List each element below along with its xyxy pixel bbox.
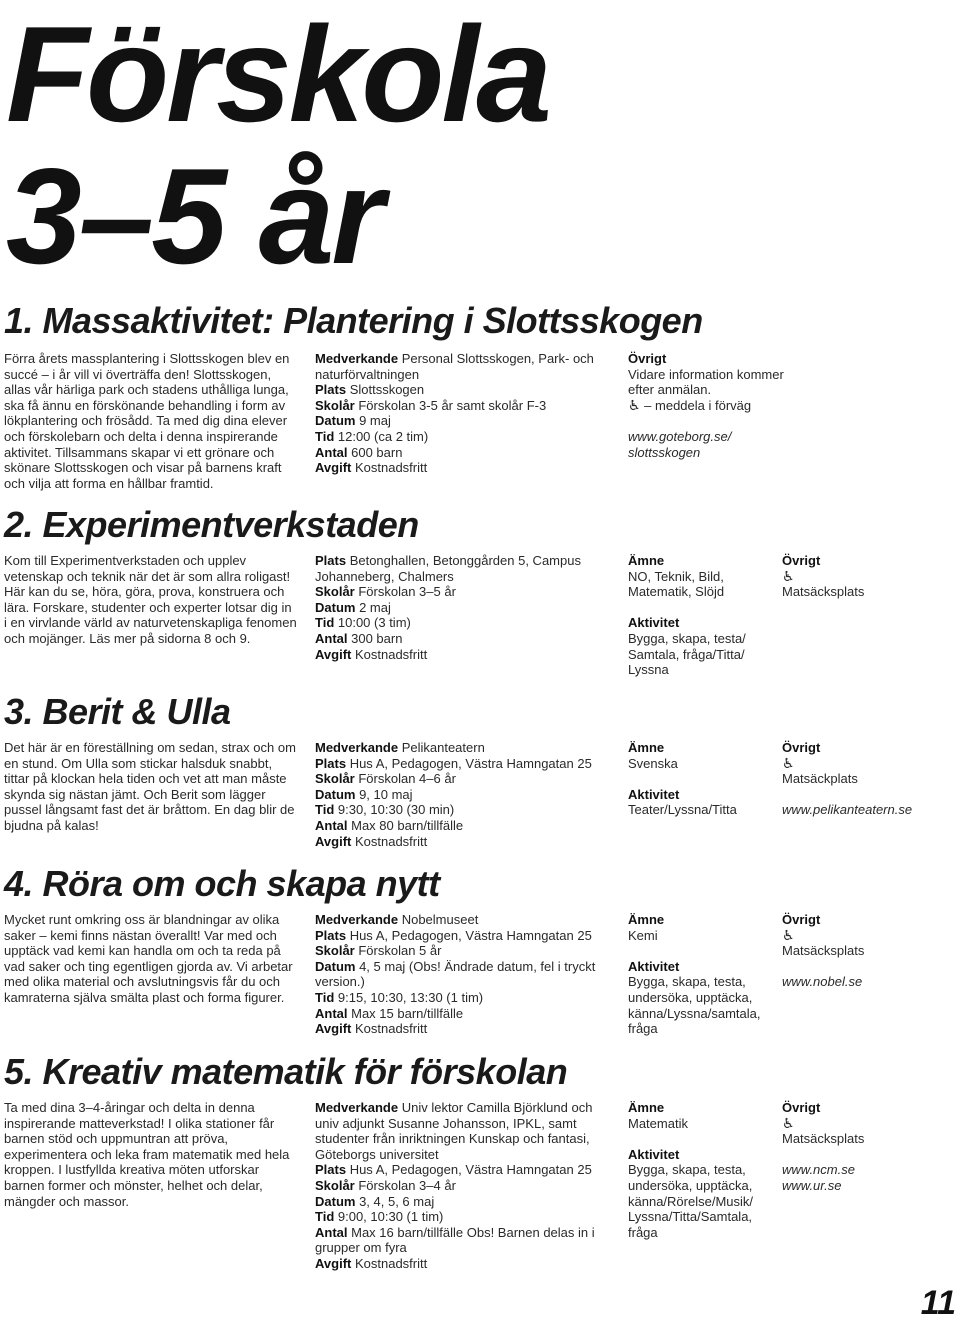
detail-skolar: Skolår Förskolan 5 år [315, 943, 442, 959]
ovrigt-block [782, 1100, 952, 1194]
detail-avgift: Avgift Kostnadsfritt [315, 1255, 428, 1271]
amne-label: Ämne [628, 740, 665, 755]
amne-aktivitet-block [628, 1100, 778, 1240]
detail-antal: Antal Max 15 barn/tillfälle [315, 1005, 464, 1021]
detail-datum: Datum 9 maj [315, 413, 391, 429]
amne-aktivitet-block [628, 912, 778, 1037]
detail-tid: Tid 9:00, 10:30 (1 tim) [315, 1209, 444, 1225]
aktivitet-label: Aktivitet [628, 786, 680, 802]
detail-tid: Tid 10:00 (3 tim) [315, 615, 411, 631]
ovrigt-label: Övrigt [628, 351, 667, 366]
amne-aktivitet-block [628, 740, 778, 818]
amne-value: NO, Teknik, Bild, Matematik, Slöjd [628, 568, 725, 600]
website-link[interactable]: www.ur.se [782, 1177, 842, 1193]
detail-antal: Antal Max 80 barn/tillfälle [315, 817, 464, 833]
aktivitet-label: Aktivitet [628, 615, 680, 631]
section-heading: 2. Experimentverkstaden [4, 504, 419, 545]
ovrigt-label: Övrigt [782, 1100, 821, 1115]
section-heading: 4. Röra om och skapa nytt [4, 863, 440, 904]
section-heading: 3. Berit & Ulla [4, 691, 231, 732]
detail-tid: Tid 12:00 (ca 2 tim) [315, 428, 429, 444]
detail-medverkande: Medverkande Personal Slottsskogen, Park- och naturförvaltningen [315, 351, 594, 382]
section-heading: 5. Kreativ matematik för förskolan [4, 1051, 568, 1092]
amne-value: Kemi [628, 927, 658, 943]
detail-plats: Plats Hus A, Pedagogen, Västra Hamngatan 25 [315, 755, 592, 771]
detail-datum: Datum 4, 5 maj (Obs! Ändrade datum, fel i tryckt version.) [315, 958, 596, 990]
amne-label: Ämne [628, 1100, 665, 1115]
detail-skolar: Skolår Förskolan 3–4 år [315, 1177, 456, 1193]
detail-plats: Plats Hus A, Pedagogen, Västra Hamngatan 25 [315, 1162, 592, 1178]
amne-label: Ämne [628, 912, 665, 927]
ovrigt-block [628, 351, 788, 460]
detail-tid: Tid 9:30, 10:30 (30 min) [315, 802, 455, 818]
detail-plats: Plats Slottsskogen [315, 382, 425, 398]
detail-tid: Tid 9:15, 10:30, 13:30 (1 tim) [315, 989, 484, 1005]
aktivitet-label: Aktivitet [628, 1146, 680, 1162]
detail-plats: Plats Hus A, Pedagogen, Västra Hamngatan 25 [315, 927, 592, 943]
section-description: Det här är en föreställning om sedan, strax och om en stund. Om Ulla som stickar halsduk snabbt, tittar på klockan hela tiden och vet att man måste skynda sig nästan jämt. Och Berit som lägger pussel långsamt fast det är bråttom. En dag blir de bjudna på kalas! [4, 740, 296, 833]
detail-antal: Antal 300 barn [315, 630, 403, 646]
ovrigt-text: Matsäckplats [782, 771, 858, 787]
detail-medverkande: Medverkande Pelikanteatern [315, 740, 485, 755]
detail-avgift: Avgift Kostnadsfritt [315, 646, 428, 662]
section-details [315, 1100, 611, 1272]
website-link[interactable]: www.pelikanteatern.se [782, 802, 913, 818]
wheelchair-icon: ♿ [628, 396, 641, 413]
page-title-line2: 3–5 år [6, 140, 382, 292]
detail-skolar: Skolår Förskolan 3-5 år samt skolår F-3 [315, 397, 547, 413]
website-link[interactable]: www.ncm.se [782, 1162, 855, 1178]
website-link[interactable]: www.nobel.se [782, 974, 863, 990]
page-title-line1: Förskola [6, 0, 549, 150]
detail-antal: Antal 600 barn [315, 444, 403, 460]
wheelchair-icon: ♿ [782, 754, 795, 771]
section-details [315, 553, 611, 662]
aktivitet-value: Bygga, skapa, testa/ Samtala, fråga/Titta/ Lyssna [628, 630, 746, 678]
section-description: Ta med dina 3–4-åringar och delta in denna inspirerande matteverkstad! I olika stationer får barnen stöd och uppmuntran att pröva, experimentera och leka fram matematik med hela kroppen. I lustfyllda kreativa möten utforskar barnen former och mönster, helhet och delar, mängder och massor. [4, 1100, 290, 1209]
section-details [315, 740, 611, 849]
page-number: 11 [920, 1284, 956, 1322]
ovrigt-text: Matsäcksplats [782, 1131, 865, 1147]
amne-value: Matematik [628, 1115, 688, 1131]
ovrigt-text: Matsäcksplats [782, 584, 865, 600]
aktivitet-value: Bygga, skapa, testa, undersöka, upptäcka, känna/Rörelse/Musik/ Lyssna/Titta/Samtala, fråga [628, 1162, 753, 1240]
amne-aktivitet-block [628, 553, 778, 678]
detail-medverkande: Medverkande Nobelmuseet [315, 912, 479, 927]
ovrigt-label: Övrigt [782, 912, 821, 927]
section-details [315, 912, 611, 1037]
accessibility-note: ♿ – meddela i förväg [628, 396, 752, 413]
amne-label: Ämne [628, 553, 665, 568]
ovrigt-block [782, 553, 952, 600]
ovrigt-text: Matsäcksplats [782, 943, 865, 959]
detail-avgift: Avgift Kostnadsfritt [315, 460, 428, 476]
detail-datum: Datum 9, 10 maj [315, 786, 413, 802]
website-link[interactable]: www.goteborg.se/ slottsskogen [628, 428, 732, 460]
ovrigt-block [782, 740, 952, 818]
detail-avgift: Avgift Kostnadsfritt [315, 833, 428, 849]
ovrigt-label: Övrigt [782, 740, 821, 755]
ovrigt-text: Vidare information kommer efter anmälan. [628, 366, 784, 398]
wheelchair-icon: ♿ [782, 1114, 795, 1131]
section-heading: 1. Massaktivitet: Plantering i Slottsskogen [4, 300, 703, 341]
aktivitet-value: Bygga, skapa, testa, undersöka, upptäcka, känna/Lyssna/samtala, fråga [628, 974, 761, 1037]
section-description: Förra årets massplantering i Slottsskogen blev en succé – i år vill vi överträffa den! Slottsskogen, allas vår härliga park och stadens uthålliga lunga, ska få ännu en förskönande behandling i form av lökplantering och frösådd. Ta med dig dina elever och förskolebarn och delta i denna inspirerande aktivitet. Tillsammans skapar vi ett grönare och skönare Slottsskogen och visar på barnens kraft och vilja att forma en hållbar framtid. [4, 351, 290, 491]
ovrigt-label: Övrigt [782, 553, 821, 568]
amne-value: Svenska [628, 755, 678, 771]
detail-medverkande: Medverkande Univ lektor Camilla Björklund och univ adjunkt Susanne Johansson, IPKL, samt studenter från inriktningen Kunskap och fantasi, Göteborgs universitet [315, 1100, 593, 1162]
wheelchair-icon: ♿ [782, 567, 795, 584]
detail-datum: Datum 2 maj [315, 599, 391, 615]
wheelchair-icon: ♿ [782, 926, 795, 943]
section-description: Mycket runt omkring oss är blandningar av olika saker – kemi finns nästan överallt! Var med och upptäck vad kemi kan handla om och ta reda på vad saker och ting egentligen gjorda av. Vi arbetar med olika material och avslutningsvis får du och kamraterna själva smälta plast och forma figurer. [4, 912, 293, 1005]
detail-plats: Plats Betonghallen, Betonggården 5, Campus Johanneberg, Chalmers [315, 553, 581, 584]
section-description: Kom till Experimentverkstaden och upplev vetenskap och teknik när det är som allra roligast! Här kan du se, höra, göra, prova, konstruera och lära. Forskare, studenter och experter lotsar dig in i en virvlande värld av naturvetenskapliga fenomen och mojänger. Läs mer på sidorna 8 och 9. [4, 553, 297, 646]
ovrigt-block [782, 912, 952, 990]
detail-avgift: Avgift Kostnadsfritt [315, 1021, 428, 1037]
aktivitet-label: Aktivitet [628, 958, 680, 974]
detail-skolar: Skolår Förskolan 3–5 år [315, 584, 456, 600]
aktivitet-value: Teater/Lyssna/Titta [628, 802, 737, 818]
section-details [315, 351, 611, 476]
detail-datum: Datum 3, 4, 5, 6 maj [315, 1193, 435, 1209]
detail-skolar: Skolår Förskolan 4–6 år [315, 771, 456, 787]
detail-antal: Antal Max 16 barn/tillfälle Obs! Barnen delas in i grupper om fyra [315, 1224, 595, 1256]
